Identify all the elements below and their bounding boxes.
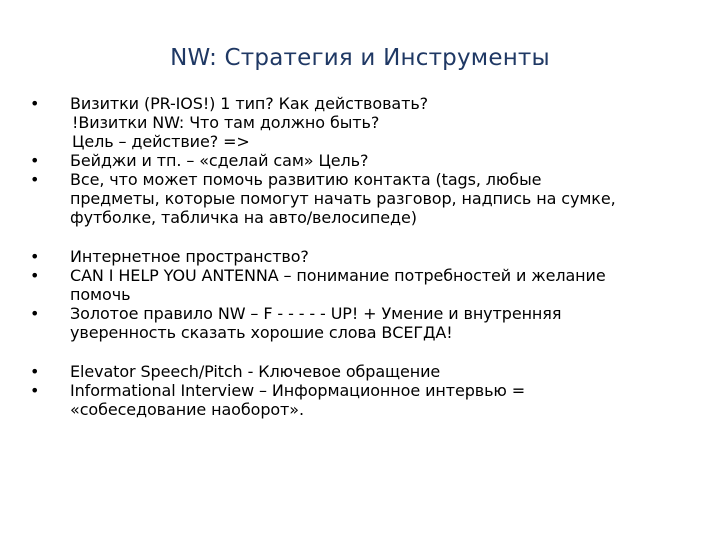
bullet-line: Золотое правило NW – F - - - - - UP! + Умение и внутренняя xyxy=(70,304,562,323)
bullet-line: Интернетное пространство? xyxy=(70,247,309,266)
bullet-line: предметы, которые помогут начать разговор, надпись на сумке, xyxy=(70,189,616,208)
bullet-line: Бейджи и тп. – «сделай сам» Цель? xyxy=(70,151,369,170)
group-spacer xyxy=(30,227,700,247)
bullet-item xyxy=(30,151,700,170)
bullet-line: Informational Interview – Информационное интервью = xyxy=(70,381,526,400)
bullet-line: уверенность сказать хорошие слова ВСЕГДА! xyxy=(70,323,453,342)
bullet-line: !Визитки NW: Что там должно быть? xyxy=(72,113,380,132)
bullet-item xyxy=(30,247,700,266)
bullet-item xyxy=(30,381,700,419)
bullet-item xyxy=(30,94,700,151)
bullet-item xyxy=(30,170,700,227)
bullet-dot: • xyxy=(30,247,40,266)
bullet-dot: • xyxy=(30,151,40,170)
bullet-line: CAN I HELP YOU ANTENNA – понимание потребностей и желание xyxy=(70,266,606,285)
bullet-line: Цель – действие? => xyxy=(72,132,250,151)
bullet-line: футболке, табличка на авто/велосипеде) xyxy=(70,208,417,227)
bullet-line: помочь xyxy=(70,285,131,304)
bullet-dot: • xyxy=(30,94,40,113)
group-spacer xyxy=(30,342,700,362)
bullet-item xyxy=(30,266,700,304)
bullet-line: Elevator Speech/Pitch - Ключевое обращение xyxy=(70,362,441,381)
bullet-line: Визитки (PR-IOS!) 1 тип? Как действовать? xyxy=(70,94,429,113)
bullet-line: «собеседование наоборот». xyxy=(70,400,304,419)
bullet-dot: • xyxy=(30,362,40,381)
bullet-dot: • xyxy=(30,266,40,285)
bullet-dot: • xyxy=(30,304,40,323)
bullet-dot: • xyxy=(30,170,40,189)
bullet-line: Все, что может помочь развитию контакта (tags, любые xyxy=(70,170,542,189)
bullet-item xyxy=(30,362,700,381)
bullet-dot: • xyxy=(30,381,40,400)
bullet-item xyxy=(30,304,700,342)
slide-title: NW: Стратегия и Инструменты xyxy=(170,45,550,71)
bullet-list xyxy=(30,94,700,419)
